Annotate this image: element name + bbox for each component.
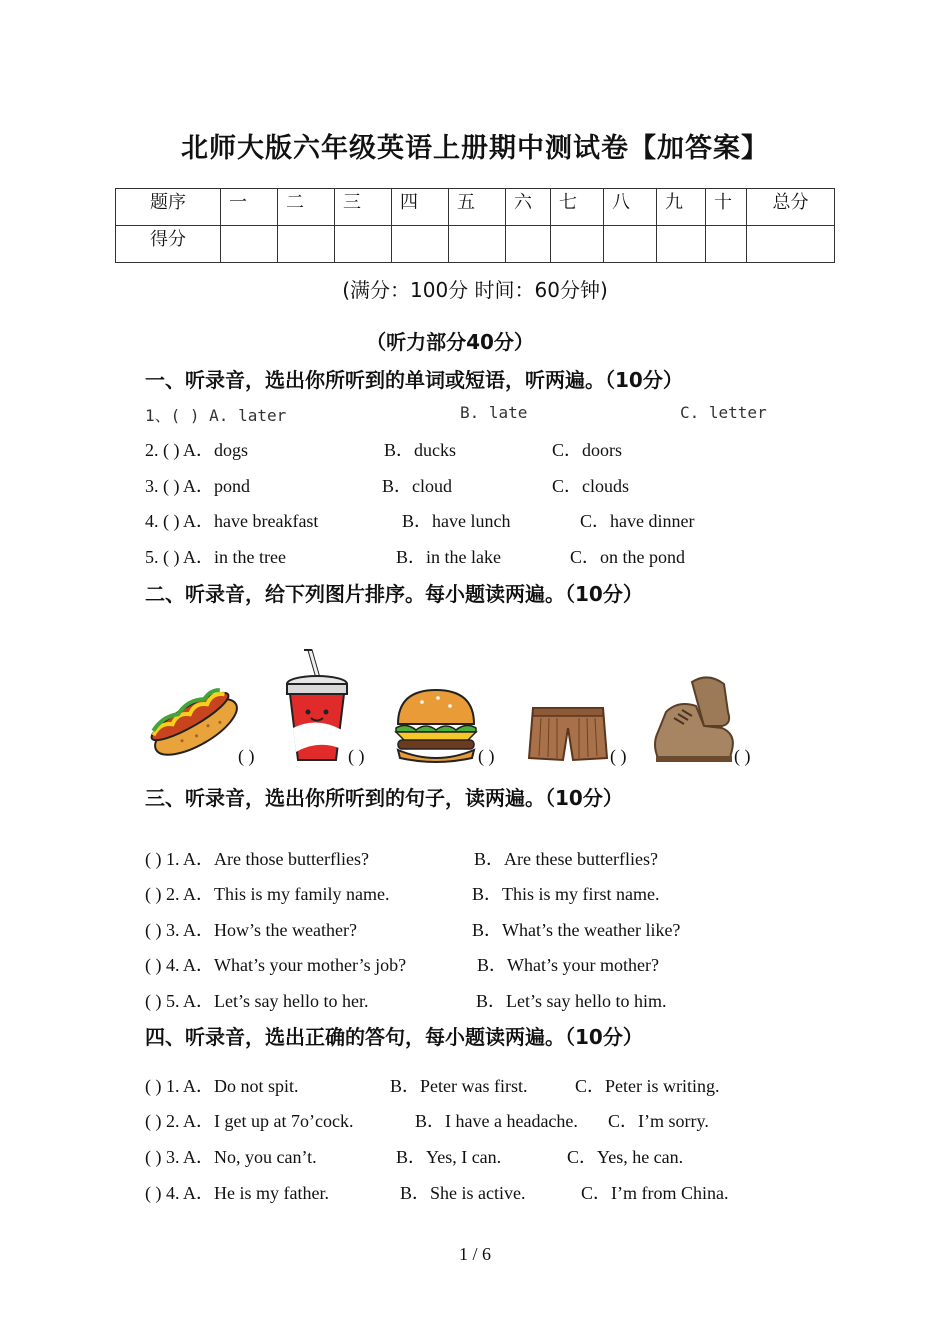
drink-cup-icon bbox=[284, 648, 350, 764]
score-cell[interactable] bbox=[657, 226, 706, 263]
q3-3-option-b: B．What’s the weather like? bbox=[472, 920, 681, 940]
q4-3-option-c: C．Yes, he can. bbox=[567, 1147, 684, 1167]
q4-4-option-a: ( ) 4. A．He is my father. bbox=[145, 1183, 329, 1203]
section-2-heading: 二、听录音，给下列图片排序。每小题读两遍。（10分） bbox=[145, 582, 643, 606]
score-cell[interactable] bbox=[506, 226, 551, 263]
q1-2-option-a: 2. ( ) A．dogs bbox=[145, 440, 248, 460]
q1-2-option-c: C．doors bbox=[552, 440, 623, 460]
q4-2-option-b: B．I have a headache. bbox=[415, 1111, 578, 1131]
q3-5-option-b: B．Let’s say hello to him. bbox=[476, 991, 667, 1011]
q1-1-option-c: C. letter bbox=[680, 403, 767, 422]
section-4-heading: 四、听录音，选出正确的答句，每小题读两遍。（10分） bbox=[145, 1025, 643, 1049]
shorts-icon bbox=[527, 704, 609, 764]
q4-4-option-c: C．I’m from China. bbox=[581, 1183, 729, 1203]
score-cell[interactable] bbox=[604, 226, 657, 263]
q1-4-option-c: C．have dinner bbox=[580, 511, 695, 531]
q1-1-option-b: B. late bbox=[460, 403, 528, 422]
q1-5-option-c: C．on the pond bbox=[570, 547, 685, 567]
q1-3-option-b: B．cloud bbox=[382, 476, 452, 496]
q3-1-option-a: ( ) 1. A．Are those butterflies? bbox=[145, 849, 369, 869]
section-1-heading: 一、听录音，选出你所听到的单词或短语，听两遍。（10分） bbox=[145, 368, 683, 392]
q4-1-option-a: ( ) 1. A．Do not spit. bbox=[145, 1076, 299, 1096]
hotdog-icon bbox=[143, 678, 241, 762]
boots-icon bbox=[652, 672, 736, 764]
order-blank-5[interactable]: ( ) bbox=[734, 746, 751, 766]
score-header-cell: 十 bbox=[706, 189, 747, 226]
score-header-cell: 一 bbox=[221, 189, 278, 226]
order-blank-4[interactable]: ( ) bbox=[610, 746, 627, 766]
q3-4-option-a: ( ) 4. A．What’s your mother’s job? bbox=[145, 955, 407, 975]
score-table-header-row bbox=[116, 189, 835, 226]
q1-4-option-b: B．have lunch bbox=[402, 511, 511, 531]
score-cell[interactable] bbox=[747, 226, 835, 263]
page-number: 1 / 6 bbox=[458, 1244, 491, 1264]
score-cell[interactable] bbox=[706, 226, 747, 263]
q4-1-option-c: C．Peter is writing. bbox=[575, 1076, 720, 1096]
q4-2-option-a: ( ) 2. A．I get up at 7o’cock. bbox=[145, 1111, 354, 1131]
score-cell[interactable] bbox=[335, 226, 392, 263]
order-blank-3[interactable]: ( ) bbox=[478, 746, 495, 766]
q3-4-option-b: B．What’s your mother? bbox=[477, 955, 659, 975]
score-cell[interactable] bbox=[278, 226, 335, 263]
q3-5-option-a: ( ) 5. A．Let’s say hello to her. bbox=[145, 991, 369, 1011]
score-header-cell: 八 bbox=[604, 189, 657, 226]
score-header-cell: 九 bbox=[657, 189, 706, 226]
order-blank-2[interactable]: ( ) bbox=[348, 746, 365, 766]
q3-2-option-a: ( ) 2. A．This is my family name. bbox=[145, 884, 390, 904]
score-header-cell: 总分 bbox=[747, 189, 835, 226]
q1-2-option-b: B．ducks bbox=[384, 440, 456, 460]
score-table-row bbox=[116, 226, 835, 263]
q4-3-option-a: ( ) 3. A．No, you can’t. bbox=[145, 1147, 317, 1167]
score-cell[interactable] bbox=[551, 226, 604, 263]
q3-3-option-a: ( ) 3. A．How’s the weather? bbox=[145, 920, 357, 940]
score-header-cell: 题序 bbox=[116, 189, 221, 226]
q1-3-option-c: C．clouds bbox=[552, 476, 630, 496]
q3-1-option-b: B．Are these butterflies? bbox=[474, 849, 658, 869]
score-header-cell: 七 bbox=[551, 189, 604, 226]
q1-1-option-a: 1、( ) A. later bbox=[145, 406, 287, 425]
order-blank-1[interactable]: ( ) bbox=[238, 746, 255, 766]
score-row-label: 得分 bbox=[116, 226, 221, 263]
listening-header: （听力部分40分） bbox=[366, 330, 534, 354]
q1-5-option-b: B．in the lake bbox=[396, 547, 501, 567]
exam-meta: (满分：100分 时间：60分钟) bbox=[342, 278, 608, 302]
q3-2-option-b: B．This is my first name. bbox=[472, 884, 660, 904]
score-cell[interactable] bbox=[449, 226, 506, 263]
score-header-cell: 四 bbox=[392, 189, 449, 226]
q4-1-option-b: B．Peter was first. bbox=[390, 1076, 528, 1096]
q4-4-option-b: B．She is active. bbox=[400, 1183, 526, 1203]
score-header-cell: 六 bbox=[506, 189, 551, 226]
score-header-cell: 五 bbox=[449, 189, 506, 226]
section-3-heading: 三、听录音，选出你所听到的句子，读两遍。（10分） bbox=[145, 786, 623, 810]
score-cell[interactable] bbox=[221, 226, 278, 263]
q4-2-option-c: C．I’m sorry. bbox=[608, 1111, 709, 1131]
q4-3-option-b: B．Yes, I can. bbox=[396, 1147, 502, 1167]
page-title: 北师大版六年级英语上册期中测试卷【加答案】 bbox=[181, 133, 769, 164]
score-cell[interactable] bbox=[392, 226, 449, 263]
q1-3-option-a: 3. ( ) A．pond bbox=[145, 476, 250, 496]
q1-5-option-a: 5. ( ) A．in the tree bbox=[145, 547, 286, 567]
score-header-cell: 三 bbox=[335, 189, 392, 226]
q1-4-option-a: 4. ( ) A．have breakfast bbox=[145, 511, 319, 531]
score-table bbox=[115, 188, 835, 263]
hamburger-icon bbox=[392, 688, 480, 764]
score-header-cell: 二 bbox=[278, 189, 335, 226]
